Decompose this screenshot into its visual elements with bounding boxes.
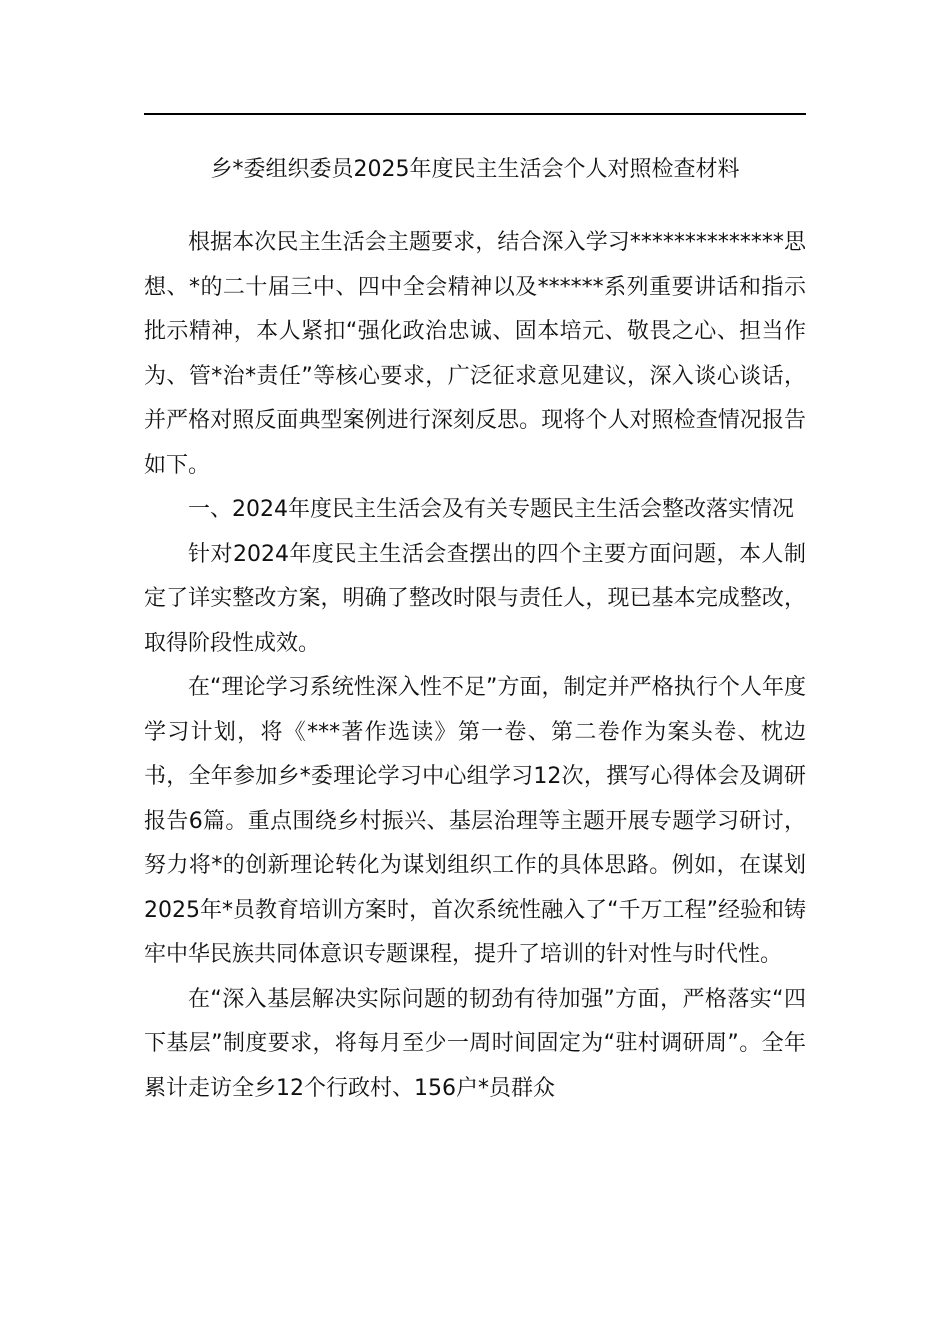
paragraph-theory-study: 在“理论学习系统性深入性不足”方面，制定并严格执行个人年度学习计划，将《***著作选读》第一卷、第二卷作为案头卷、枕边书，全年参加乡*委理论学习中心组学习12次，撰写心得体会及调研报告6篇。重点围绕乡村振兴、基层治理等主题开展专题学习研讨，努力将*的创新理论转化为谋划组织工作的具体思路。例如，在谋划2025年*员教育培训方案时，首次系统性融入了“千万工程”经验和铸牢中华民族共同体意识专题课程，提升了培训的针对性与时代性。 <box>144 675 806 967</box>
paragraph-grassroots: 在“深入基层解决实际问题的韧劲有待加强”方面，严格落实“四下基层”制度要求，将每月至少一周时间固定为“驻村调研周”。全年累计走访全乡12个行政村、156户*员群众 <box>144 986 806 1101</box>
document-body <box>144 221 806 1111</box>
section-heading-1: 一、2024年度民主生活会及有关专题民主生活会整改落实情况 <box>188 497 794 522</box>
paragraph-intro: 根据本次民主生活会主题要求，结合深入学习**************思想、*的二十届三中、四中全会精神以及******系列重要讲话和指示批示精神，本人紧扣“强化政治忠诚、固本培元、敬畏之心、担当作为、管*治*责任”等核心要求，广泛征求意见建议，深入谈心谈话，并严格对照反面典型案例进行深刻反思。现将个人对照检查情况报告如下。 <box>144 230 806 478</box>
paragraph-rectification-summary: 针对2024年度民主生活会查摆出的四个主要方面问题，本人制定了详实整改方案，明确了整改时限与责任人，现已基本完成整改，取得阶段性成效。 <box>144 541 806 656</box>
document-title: 乡*委组织委员2025年度民主生活会个人对照检查材料 <box>210 157 740 182</box>
header-rule <box>144 113 806 115</box>
